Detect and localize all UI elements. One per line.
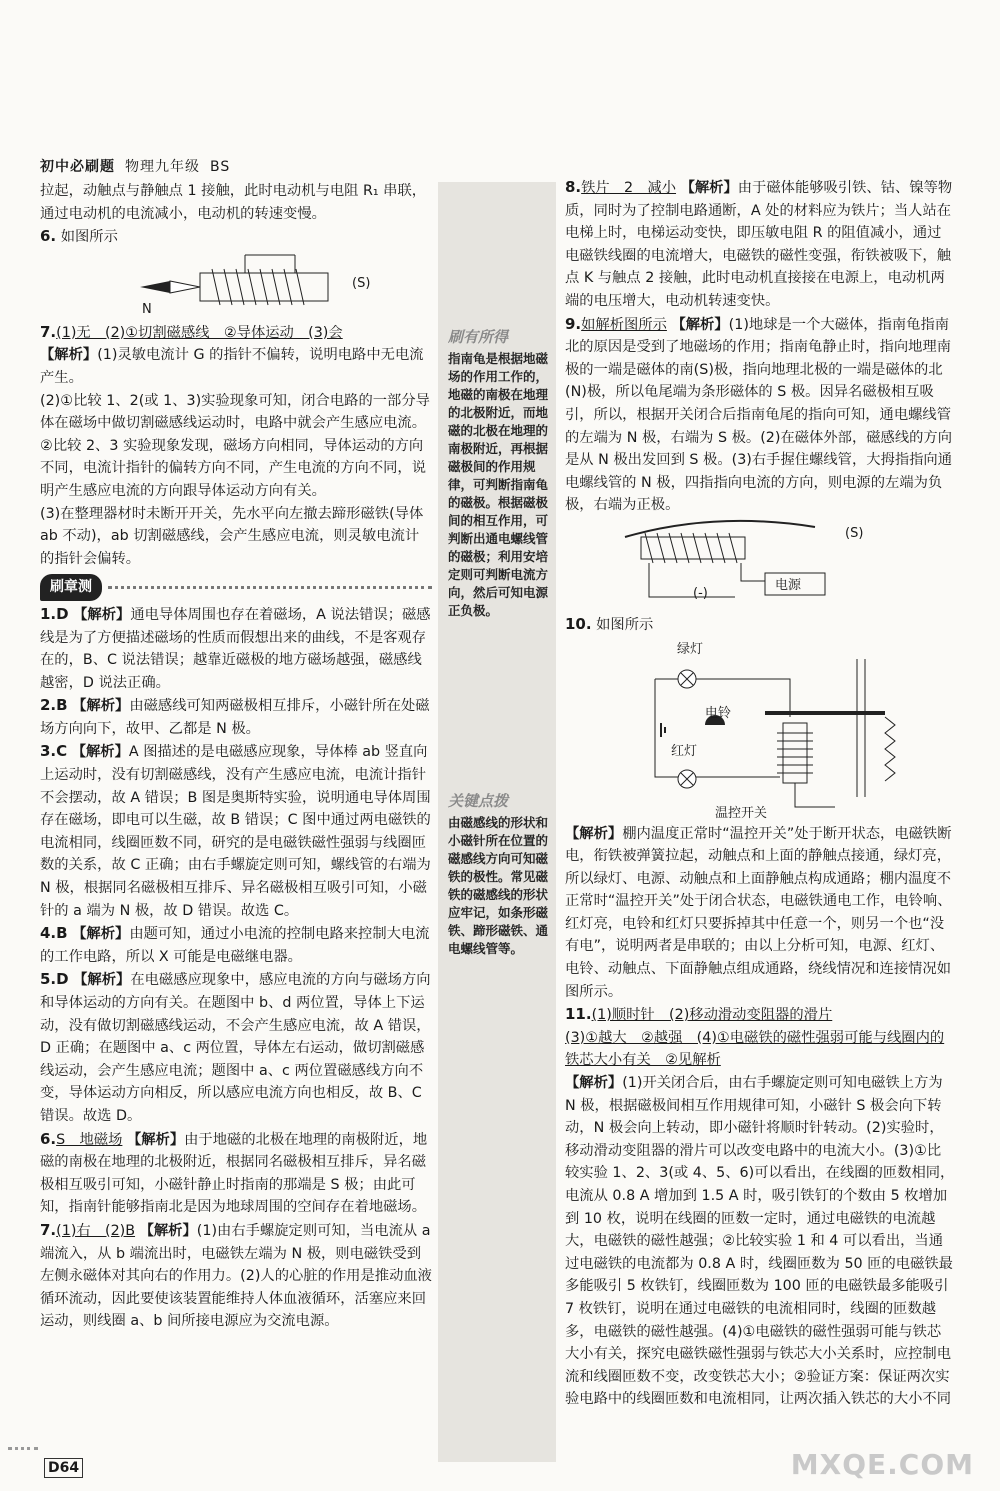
analysis-tag: 【解析】 [71,744,129,761]
tip-box-2 [448,792,550,958]
paragraph: (1)地球是一个大磁体，指南龟指南北的原因是受到了地磁场的作用；指南龟静止时，指向地理南极的一端是磁体的南(S)极，指向地理北极的一端是磁体的北(N)极，所以龟尾端为条形磁体的 S 极。因异名磁极相互吸引，所以，根据开关闭合后指南龟尾的指向可知，通电螺线管的左端为 N 极，右端为 S 极。(2)在磁体外部，磁感线的方向是从 N 极出发回到 S 极。(3)右手握住螺线管，大拇指指向通电螺线管的 N 极，四指指向电流的方向，则电源的左端为负极，右端为正极。 [565,316,953,514]
power-source-label: 电源 [775,577,802,593]
answer: (1)无 (2)①切割磁感线 ②导体运动 (3)会 [56,324,343,341]
question-number: 3.C [40,742,68,761]
page-number: D64 [44,1458,83,1478]
analysis-tag: 【解析】 [73,972,131,989]
tip-title: 关键点拨 [448,792,509,810]
solenoid-diagram [40,249,432,321]
left-column [40,180,432,1333]
answer: 如图所示 [60,229,118,246]
solenoid-circuit-diagram [565,517,955,613]
analysis-tag: 【解析】 [139,1222,197,1239]
paragraph: (1)由右手螺旋定则可知，当电流从 a 端流入，从 b 端流出时，电磁铁左端为 N 极，则电磁铁受到左侧永磁体对其向右的作用力。(2)人的心脏的作用是推动血液循环流动，因此要使该装置能维持人体血液循环，活塞应来回运动，则线圈 a、b 间所接电源应为交流电源。 [40,1222,432,1330]
tip-title: 刷有所得 [448,328,509,346]
answer: 铁片 2 减小 [581,180,677,196]
polarity-label: (-) [693,585,708,601]
paragraph: 由于地磁的北极在地理的南极附近，地磁的南极在地理的北极附近，根据同名磁极相互排斥，异名磁极相互吸引可知，小磁针静止时指南的那端是 S 极；由此可知，指南针能够指南北是因为地球周围的空间存在着地磁场。 [40,1131,428,1216]
tip-text: 指南龟是根据地磁场的作用工作的，地磁的南极在地理的北极附近，而地磁的北极在地理的南极附近，再根据磁极间的作用规律，可判断指南龟的磁极。根据磁极间的相互作用，可判断出通电螺线管的磁极；利用安培定则可判断电流方向，然后可知电源正负极。 [448,351,549,618]
question-number: 1.D [40,604,69,623]
paragraph: ②比较 2、3 实验现象发现，磁场方向相同，导体运动的方向不同，电流计指针的偏转方向不同，产生电流的方向不同，说明产生感应电流的方向跟导体运动方向有关。 [40,437,427,499]
paragraph: 由于磁体能够吸引铁、钴、镍等物质，同时为了控制电路通断，A 处的材料应为铁片；当人站在电梯上时，电梯运动变快，即压敏电阻 R 的阻值减小，通过电磁铁线圈的电流增大，电磁铁的磁性变强，衔铁被吸下，触点 K 与触点 2 接触，此时电动机直接接在电源上，电动机两端的电压增大，电动机转速变快。 [565,180,953,309]
thermo-switch-label: 温控开关 [715,805,768,821]
question-number: 2.B [40,696,68,715]
question-number: 7. [40,1220,57,1239]
banner-label: 刷章测 [40,574,102,601]
watermark: MXQE.COM [790,1448,974,1481]
paragraph: 由磁感线可知两磁极相互排斥，小磁针所在处磁场方向向下，故甲、乙都是 N 极。 [40,698,430,737]
pole-label-n: N [142,301,152,317]
paragraph: 在电磁感应现象中，感应电流的方向与磁场方向和导体运动的方向有关。在题图中 b、d 两位置，导体上下运动，没有做切割磁感线运动，不会产生感应电流，故 A 错误，D 正确；在题图中 a、c 两位置，导体左右运动，做切割磁感线运动，会产生感应电流；题图中 a、c 两位置磁感线方向不变，导体运动方向相反，所以感应电流方向也相反，故 B、C 错误。故选 D。 [40,972,431,1124]
paragraph: 拉起，动触点与静触点 1 接触，此时电动机与电阻 R₁ 串联，通过电动机的电流减小，电动机的转速变慢。 [40,183,427,222]
analysis-tag: 【解析】 [40,347,98,364]
answer: 如图所示 [596,616,654,633]
section-banner [40,574,432,601]
paragraph: 由题可知，通过小电流的控制电路来控制大电流的工作电路，所以 X 可能是电磁继电器。 [40,926,430,965]
analysis-tag: 【解析】 [126,1131,185,1148]
paragraph: A 图描述的是电磁感应现象，导体棒 ab 竖直向上运动时，没有切割磁感线，没有产生感应电流，电流计指针不会摆动，故 A 错误；B 图是奥斯特实验，说明通电导体周围存在磁场，即电可以生磁，故 B 错误；C 图中通过两电磁铁的电流相同，线圈匝数不同，研究的是电磁铁磁性强弱与线圈匝数的关系，故 C 正确；由右手螺旋定则可知，螺线管的右端为 N 极，根据同名磁极相互排斥、异名磁极相互吸引可知，小磁针的 a 端为 N 极，故 D 错误。故选 C。 [40,744,431,919]
answer: (1)右 (2)B [56,1222,136,1239]
paragraph: (3)在整理器材时未断开开关，先水平向左撤去蹄形磁铁(导体 ab 不动)，ab 切割磁感线，会产生感应电流，则灵敏电流计的指针会偏转。 [40,505,424,567]
paragraph: 通电导体周围也存在着磁场，A 说法错误；磁感线是为了方便描述磁场的性质而假想出来的曲线，不是客观存在的，B、C 说法错误；越靠近磁极的地方磁场越强，磁感线越密，D 说法正确。 [40,606,431,691]
book-title: 初中必刷题 [40,159,115,175]
relay-circuit-diagram [565,637,955,823]
question-number: 10. [565,614,592,633]
analysis-tag: 【解析】 [565,1075,623,1092]
pole-label-s: (S) [845,525,864,541]
question-number: 7. [40,322,57,341]
analysis-tag: 【解析】 [72,698,130,715]
edition: BS [210,159,231,175]
answer: 如解析图所示 [581,316,667,333]
relay-circuit-figure [565,637,955,823]
page-dots [8,1447,38,1450]
question-number: 6. [40,227,57,246]
answer: S 地磁场 [56,1131,123,1148]
analysis-tag: 【解析】 [73,606,131,623]
paragraph: (1)开关闭合后，由右手螺旋定则可知电磁铁上方为 N 极，根据磁极间相互作用规律可知，小磁针 S 极会向下转动，N 极会向上转动，即小磁针将顺时针转动。(2)实验时，移动滑动变阻器的滑片可以改变电路中的电流大小。(3)①比较实验 1、2、3(或 4、5、6)可以看出，在线圈的匝数相同，电流从 0.8 A 增加到 1.5 A 时，吸引铁钉的个数由 5 枚增加到 10 枚，说明在线圈的匝数一定时，通过电磁铁的电流越大，电磁铁的磁性越强；②比较实验 1 和 4 可以看出，当通过电磁铁的电流都为 0.8 A 时，线圈匝数为 50 匝的电磁铁最多能吸引 5 枚铁钉，线圈匝数为 100 匝的电磁铁最多能吸引 7 枚铁钉，说明在通过电磁铁的电流相同时，线圈的匝数越多，电磁铁的磁性越强。(4)①电磁铁的磁性强弱可能与铁芯大小有关，探究电磁铁磁性强弱与铁芯大小关系时，应控制电流和线圈匝数不变，改变铁芯大小；②验证方案：保证两次实验电路中的线圈匝数和电流相同，让两次插入铁芯的大小不同 [565,1075,955,1408]
red-lamp-label: 红灯 [671,743,698,759]
pole-label-s: (S) [352,275,371,291]
running-header [40,156,230,176]
green-lamp-label: 绿灯 [677,641,704,657]
paragraph: (2)①比较 1、2(或 1、3)实验现象可知，闭合电路的一部分导体在磁场中做切割磁感线运动时，电路中就会产生感应电流。 [40,392,430,432]
bell-label: 电铃 [705,705,732,721]
paragraph: 棚内温度正常时“温控开关”处于断开状态，电磁铁断电，衔铁被弹簧拉起，动触点和上面的静触点接通，绿灯亮，所以绿灯、电源、动触点和上面静触点构成通路；棚内温度不正常时“温控开关”处于闭合状态，电磁铁通电工作，电铃响、红灯亮，电铃和红灯只要拆掉其中任意一个，则另一个也“没有电”，说明两者是串联的；由以上分析可知，电源、红灯、电铃、动触点、下面静触点组成通路，绕线情况和连接情况如图所示。 [565,825,952,1000]
question-number: 11. [565,1005,592,1024]
question-number: 8. [565,178,582,196]
right-column [565,176,955,1411]
analysis-tag: 【解析】 [671,316,729,333]
paragraph: (1)灵敏电流计 G 的指针不偏转，说明电路中无电流产生。 [40,347,424,386]
tip-box-1 [448,328,550,620]
solenoid-figure [40,249,432,321]
answer: (3)①越大 ②越强 (4)①电磁铁的磁性强弱可能与线圈内的铁芯大小有关 ②见解析 [565,1029,945,1069]
answer: (1)顺时针 (2)移动滑动变阻器的滑片 [591,1007,833,1024]
question-number: 5.D [40,970,69,989]
question-number: 6. [40,1129,57,1148]
question-number: 4.B [40,924,68,943]
question-number: 9. [565,314,582,333]
analysis-tag: 【解析】 [680,180,738,196]
turtle-circuit-figure [565,517,955,613]
analysis-tag: 【解析】 [72,926,130,943]
tip-text: 由磁感线的形状和小磁针所在位置的磁感线方向可知磁铁的极性。常见磁铁的磁感线的形状应牢记，如条形磁铁、蹄形磁铁、通电螺线管等。 [448,815,549,956]
analysis-tag: 【解析】 [565,825,623,842]
subject: 物理九年级 [125,159,200,175]
